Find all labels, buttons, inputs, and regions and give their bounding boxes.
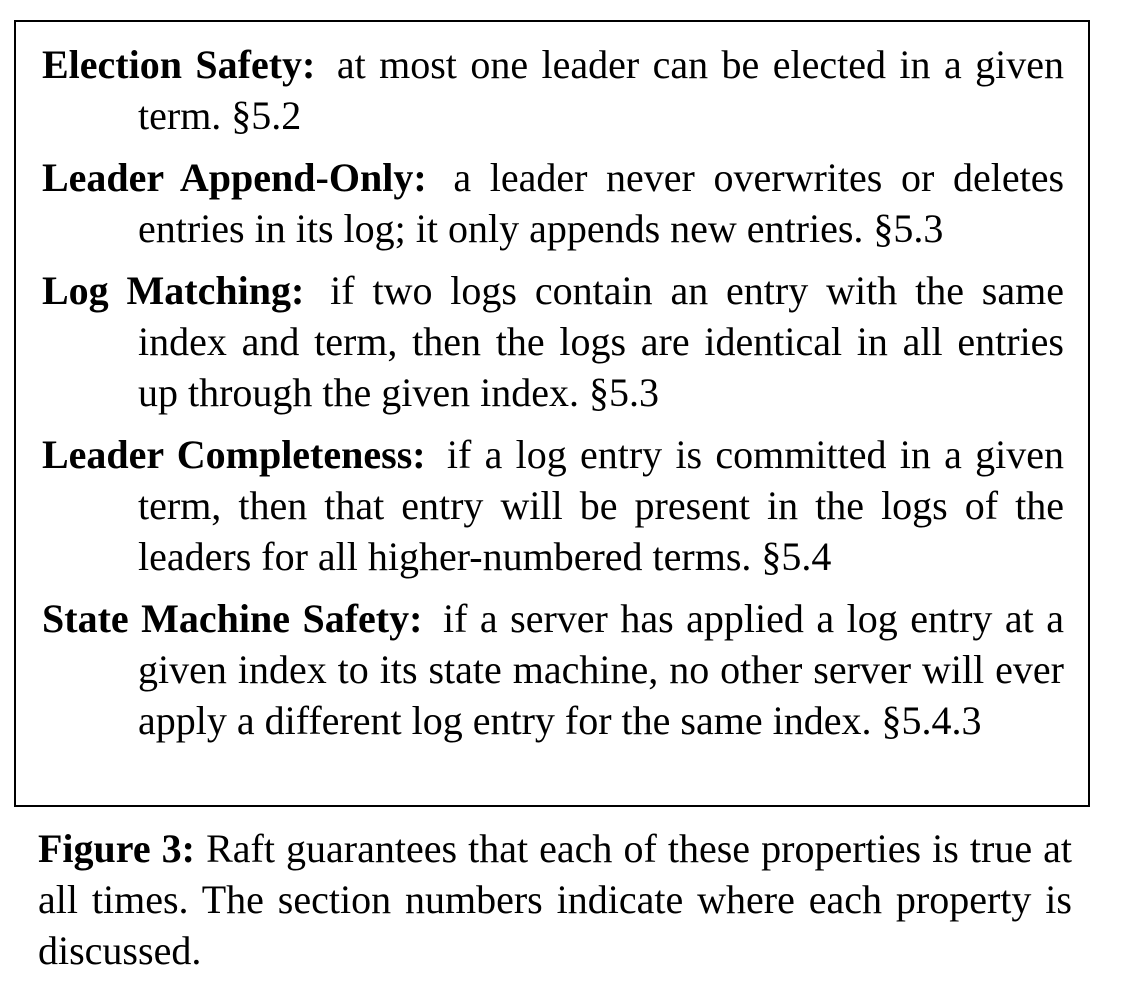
figure-caption: [38, 823, 1072, 976]
property-description: if two logs contain an entry with the same index and term, then the logs are identical in all entries up through the given index. §5.3: [138, 268, 1064, 415]
properties-box: [14, 20, 1090, 807]
property-name: Log Matching:: [42, 268, 305, 313]
property-description: a leader never overwrites or deletes entries in its log; it only appends new entries. §5.3: [138, 155, 1065, 251]
caption-text: Raft guarantees that each of these properties is true at all times. The section numbers indicate where each property is discussed.: [38, 826, 1073, 973]
property-state-machine-safety: [42, 593, 1064, 746]
property-description: at most one leader can be elected in a given term. §5.2: [138, 42, 1064, 138]
property-name: State Machine Safety:: [42, 596, 423, 641]
property-name: Election Safety:: [42, 42, 316, 87]
property-leader-completeness: [42, 429, 1064, 582]
property-name: Leader Completeness:: [42, 432, 426, 477]
property-description: if a server has applied a log entry at a given index to its state machine, no other server will ever apply a different log entry for the same index. §5.4.3: [138, 596, 1065, 743]
property-election-safety: [42, 39, 1064, 141]
property-leader-append-only: [42, 152, 1064, 254]
property-description: if a log entry is committed in a given term, then that entry will be present in the logs of the leaders for all higher-numbered terms. §5.4: [138, 432, 1065, 579]
figure-label: Figure 3:: [38, 826, 195, 871]
property-name: Leader Append-Only:: [42, 155, 427, 200]
property-log-matching: [42, 265, 1064, 418]
